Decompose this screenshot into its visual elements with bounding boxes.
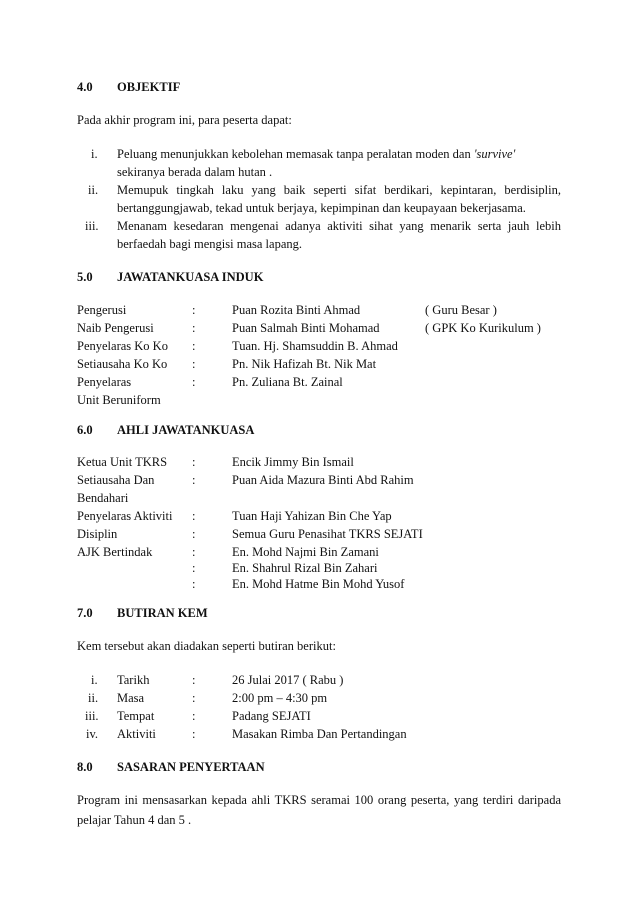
colon: : bbox=[192, 357, 196, 371]
colon: : bbox=[192, 527, 196, 541]
objective-2-number: ii. bbox=[88, 183, 99, 197]
colon: : bbox=[192, 375, 196, 389]
objective-3-line1: Menanam kesedaran mengenai adanya aktiviti sihat yang menarik serta jauh lebih bbox=[117, 219, 561, 233]
objective-1-number: i. bbox=[91, 147, 98, 161]
role-label-line2: Unit Beruniform bbox=[77, 393, 161, 407]
table-row bbox=[0, 357, 638, 375]
section-4-intro: Pada akhir program ini, para peserta dapat: bbox=[77, 113, 292, 127]
member-name: En. Mohd Hatme Bin Mohd Yusof bbox=[232, 577, 405, 591]
table-row bbox=[0, 455, 638, 473]
member-name: Tuan. Hj. Shamsuddin B. Ahmad bbox=[232, 339, 398, 353]
detail-value: Masakan Rimba Dan Pertandingan bbox=[232, 727, 407, 741]
colon: : bbox=[192, 339, 196, 353]
member-name: En. Mohd Najmi Bin Zamani bbox=[232, 545, 379, 559]
role-label: Pengerusi bbox=[77, 303, 127, 317]
detail-value: 2:00 pm – 4:30 pm bbox=[232, 691, 328, 705]
table-row bbox=[0, 509, 638, 527]
table-row bbox=[0, 303, 638, 321]
member-name: Puan Aida Mazura Binti Abd Rahim bbox=[232, 473, 414, 487]
role-label: Disiplin bbox=[77, 527, 118, 541]
section-7-title: BUTIRAN KEM bbox=[117, 606, 208, 620]
table-row bbox=[0, 577, 638, 593]
role-label: Penyelaras Ko Ko bbox=[77, 339, 168, 353]
table-row bbox=[0, 727, 638, 745]
member-name: Puan Rozita Binti Ahmad bbox=[232, 303, 361, 317]
member-name: En. Shahrul Rizal Bin Zahari bbox=[232, 561, 378, 575]
objective-1-line2: sekiranya berada dalam hutan . bbox=[117, 165, 273, 179]
objective-2-line1: Memupuk tingkah laku yang baik seperti sifat berdikari, kepintaran, berdisiplin, bbox=[117, 183, 561, 197]
role-label: Setiausaha Dan bbox=[77, 473, 155, 487]
colon: : bbox=[192, 545, 196, 559]
colon: : bbox=[192, 709, 196, 723]
section-8-title: SASARAN PENYERTAAN bbox=[117, 760, 265, 774]
section-5-title: JAWATANKUASA INDUK bbox=[117, 270, 264, 284]
section-8-number: 8.0 bbox=[77, 760, 93, 774]
row-number: ii. bbox=[88, 691, 99, 705]
objective-1-line1 bbox=[117, 147, 515, 162]
table-row bbox=[0, 545, 638, 561]
row-number: i. bbox=[91, 673, 98, 687]
row-number: iv. bbox=[86, 727, 99, 741]
detail-value: 26 Julai 2017 ( Rabu ) bbox=[232, 673, 344, 687]
member-name: Encik Jimmy Bin Ismail bbox=[232, 455, 354, 469]
table-row bbox=[0, 691, 638, 709]
objective-1-italic: 'survive' bbox=[473, 147, 516, 161]
colon: : bbox=[192, 561, 196, 575]
member-name: Puan Salmah Binti Mohamad bbox=[232, 321, 380, 335]
role-label-line2: Bendahari bbox=[77, 491, 129, 505]
table-row bbox=[0, 473, 638, 509]
role-label: Setiausaha Ko Ko bbox=[77, 357, 168, 371]
role-label: Penyelaras bbox=[77, 375, 132, 389]
colon: : bbox=[192, 303, 196, 317]
position-note: ( GPK Ko Kurikulum ) bbox=[425, 321, 541, 335]
colon: : bbox=[192, 727, 196, 741]
position-note: ( Guru Besar ) bbox=[425, 303, 497, 317]
table-row bbox=[0, 339, 638, 357]
section-6-number: 6.0 bbox=[77, 423, 93, 437]
colon: : bbox=[192, 455, 196, 469]
table-row bbox=[0, 673, 638, 691]
colon: : bbox=[192, 321, 196, 335]
table-row bbox=[0, 561, 638, 577]
colon: : bbox=[192, 691, 196, 705]
table-row bbox=[0, 375, 638, 411]
section-4-title: OBJEKTIF bbox=[117, 80, 181, 94]
objective-3-line2: berfaedah bagi mengisi masa lapang. bbox=[117, 237, 302, 251]
colon: : bbox=[192, 473, 196, 487]
detail-label: Tarikh bbox=[117, 673, 150, 687]
member-name: Pn. Zuliana Bt. Zainal bbox=[232, 375, 343, 389]
row-number: iii. bbox=[85, 709, 99, 723]
role-label: Ketua Unit TKRS bbox=[77, 455, 168, 469]
objective-1-text: Peluang menunjukkan kebolehan memasak tanpa peralatan moden dan bbox=[117, 147, 474, 161]
section-7-number: 7.0 bbox=[77, 606, 93, 620]
detail-value: Padang SEJATI bbox=[232, 709, 311, 723]
member-name: Pn. Nik Hafizah Bt. Nik Mat bbox=[232, 357, 377, 371]
table-row bbox=[0, 321, 638, 339]
detail-label: Aktiviti bbox=[117, 727, 156, 741]
role-label: Penyelaras Aktiviti bbox=[77, 509, 173, 523]
detail-label: Masa bbox=[117, 691, 145, 705]
section-6-title: AHLI JAWATANKUASA bbox=[117, 423, 255, 437]
role-label: Naib Pengerusi bbox=[77, 321, 154, 335]
member-name: Tuan Haji Yahizan Bin Che Yap bbox=[232, 509, 392, 523]
member-name: Semua Guru Penasihat TKRS SEJATI bbox=[232, 527, 423, 541]
section-8-text-line1: Program ini mensasarkan kepada ahli TKRS seramai 100 orang peserta, yang terdiri daripada bbox=[77, 793, 561, 807]
objective-3-number: iii. bbox=[85, 219, 99, 233]
section-7-intro: Kem tersebut akan diadakan seperti butiran berikut: bbox=[77, 639, 336, 653]
table-row bbox=[0, 709, 638, 727]
section-8-text-line2: pelajar Tahun 4 dan 5 . bbox=[77, 813, 192, 827]
objective-2-line2: bertanggungjawab, tekad untuk berjaya, kepimpinan dan keupayaan bekerjasama. bbox=[117, 201, 526, 215]
role-label: AJK Bertindak bbox=[77, 545, 153, 559]
detail-label: Tempat bbox=[117, 709, 155, 723]
table-row bbox=[0, 527, 638, 545]
colon: : bbox=[192, 577, 196, 591]
section-5-number: 5.0 bbox=[77, 270, 93, 284]
section-4-number: 4.0 bbox=[77, 80, 93, 94]
colon: : bbox=[192, 509, 196, 523]
colon: : bbox=[192, 673, 196, 687]
